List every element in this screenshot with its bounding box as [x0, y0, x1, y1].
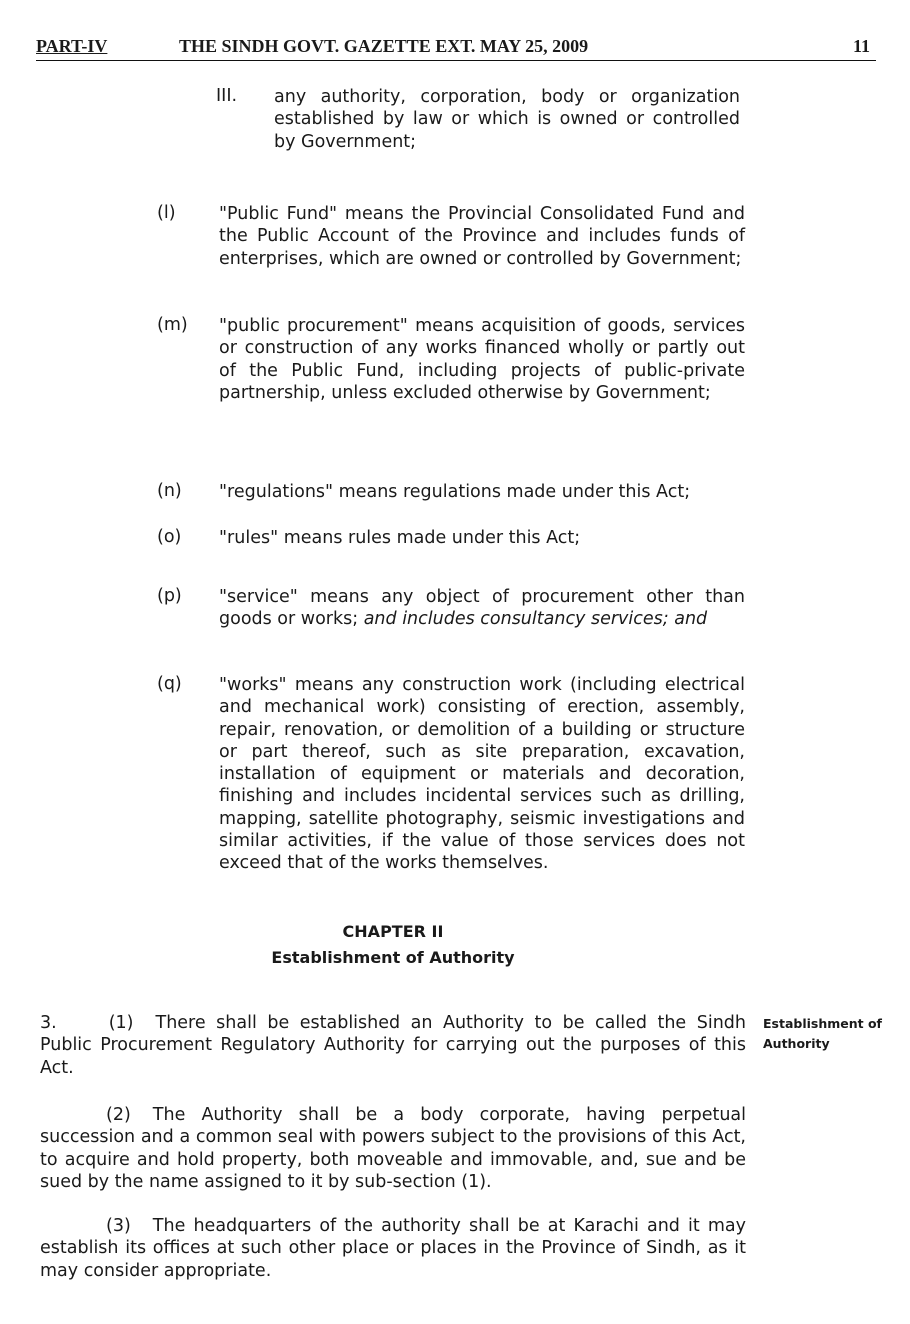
item-text-q: "works" means any construction work (including electrical and mechanical work) consisting of erection, assembly, repair, renovation, or demolition of a building or structure or part thereof, such as site preparation, excavation, installation of equipment or materials and decoration, finishing and includes incidental services such as drilling, mapping, satellite photography, seismic investigations and similar activities, if the value of those services does not exceed that of the works themselves.	[219, 675, 745, 874]
section-number: 3.	[40, 1013, 57, 1033]
gazette-title: THE SINDH GOVT. GAZETTE EXT. MAY 25, 2009	[179, 36, 589, 56]
item-text-n: "regulations" means regulations made under this Act;	[219, 482, 691, 502]
subsection-3-text: The headquarters of the authority shall be at Karachi and it may establish its offices at such other place or places in the Province of Sindh, as it may consider appropriate.	[40, 1216, 746, 1281]
item-text-l: "Public Fund" means the Provincial Consolidated Fund and the Public Account of the Province and includes funds of enterprises, which are owned or controlled by Government;	[219, 204, 745, 269]
subsection-2-text: The Authority shall be a body corporate, having perpetual succession and a common seal with powers subject to the provisions of this Act, to acquire and hold property, both moveable and immovable, and, sue and be sued by the name assigned to it by sub-section (1).	[40, 1105, 746, 1192]
item-marker-m: (m)	[157, 315, 188, 335]
item-marker-p: (p)	[157, 586, 182, 606]
chapter-title: Establishment of Authority	[271, 948, 515, 967]
item-text-p	[219, 586, 745, 631]
part-label: PART-IV	[36, 36, 108, 56]
item-marker-n: (n)	[157, 481, 182, 501]
section-3-subsection-2	[40, 1104, 746, 1193]
subsection-2-label: (2)	[106, 1105, 131, 1125]
item-text-o: "rules" means rules made under this Act;	[219, 528, 581, 548]
item-text-m: "public procurement" means acquisition of goods, services or construction of any works financed wholly or partly out of the Public Fund, including projects of public-private partnership, unless excluded otherwise by Government;	[219, 316, 745, 403]
chapter-number: CHAPTER II	[342, 922, 444, 941]
item-marker-q: (q)	[157, 674, 182, 694]
item-marker-l: (l)	[157, 203, 176, 223]
item-text-p-plain: "service" means any object of procurement other than goods or works;	[219, 587, 745, 630]
margin-note	[763, 1014, 903, 1054]
subsection-3-label: (3)	[106, 1216, 131, 1236]
margin-note-line1: Establishment of	[763, 1016, 883, 1031]
item-marker-o: (o)	[157, 527, 182, 547]
gazette-header	[36, 34, 876, 61]
margin-note-line2: Authority	[763, 1036, 830, 1051]
subsection-1-text: There shall be established an Authority to be called the Sindh Public Procurement Regulatory Authority for carrying out the purposes of this Act.	[40, 1013, 746, 1078]
page-number: 11	[852, 36, 870, 56]
section-3-subsection-1	[40, 1012, 746, 1079]
item-text-iii: any authority, corporation, body or organization established by law or which is owned or controlled by Government;	[274, 87, 740, 152]
item-text-p-italic: and includes consultancy services; and	[363, 609, 708, 630]
subsection-1-label: (1)	[108, 1013, 134, 1033]
item-marker-iii: III.	[216, 86, 238, 106]
section-3-subsection-3	[40, 1215, 746, 1282]
